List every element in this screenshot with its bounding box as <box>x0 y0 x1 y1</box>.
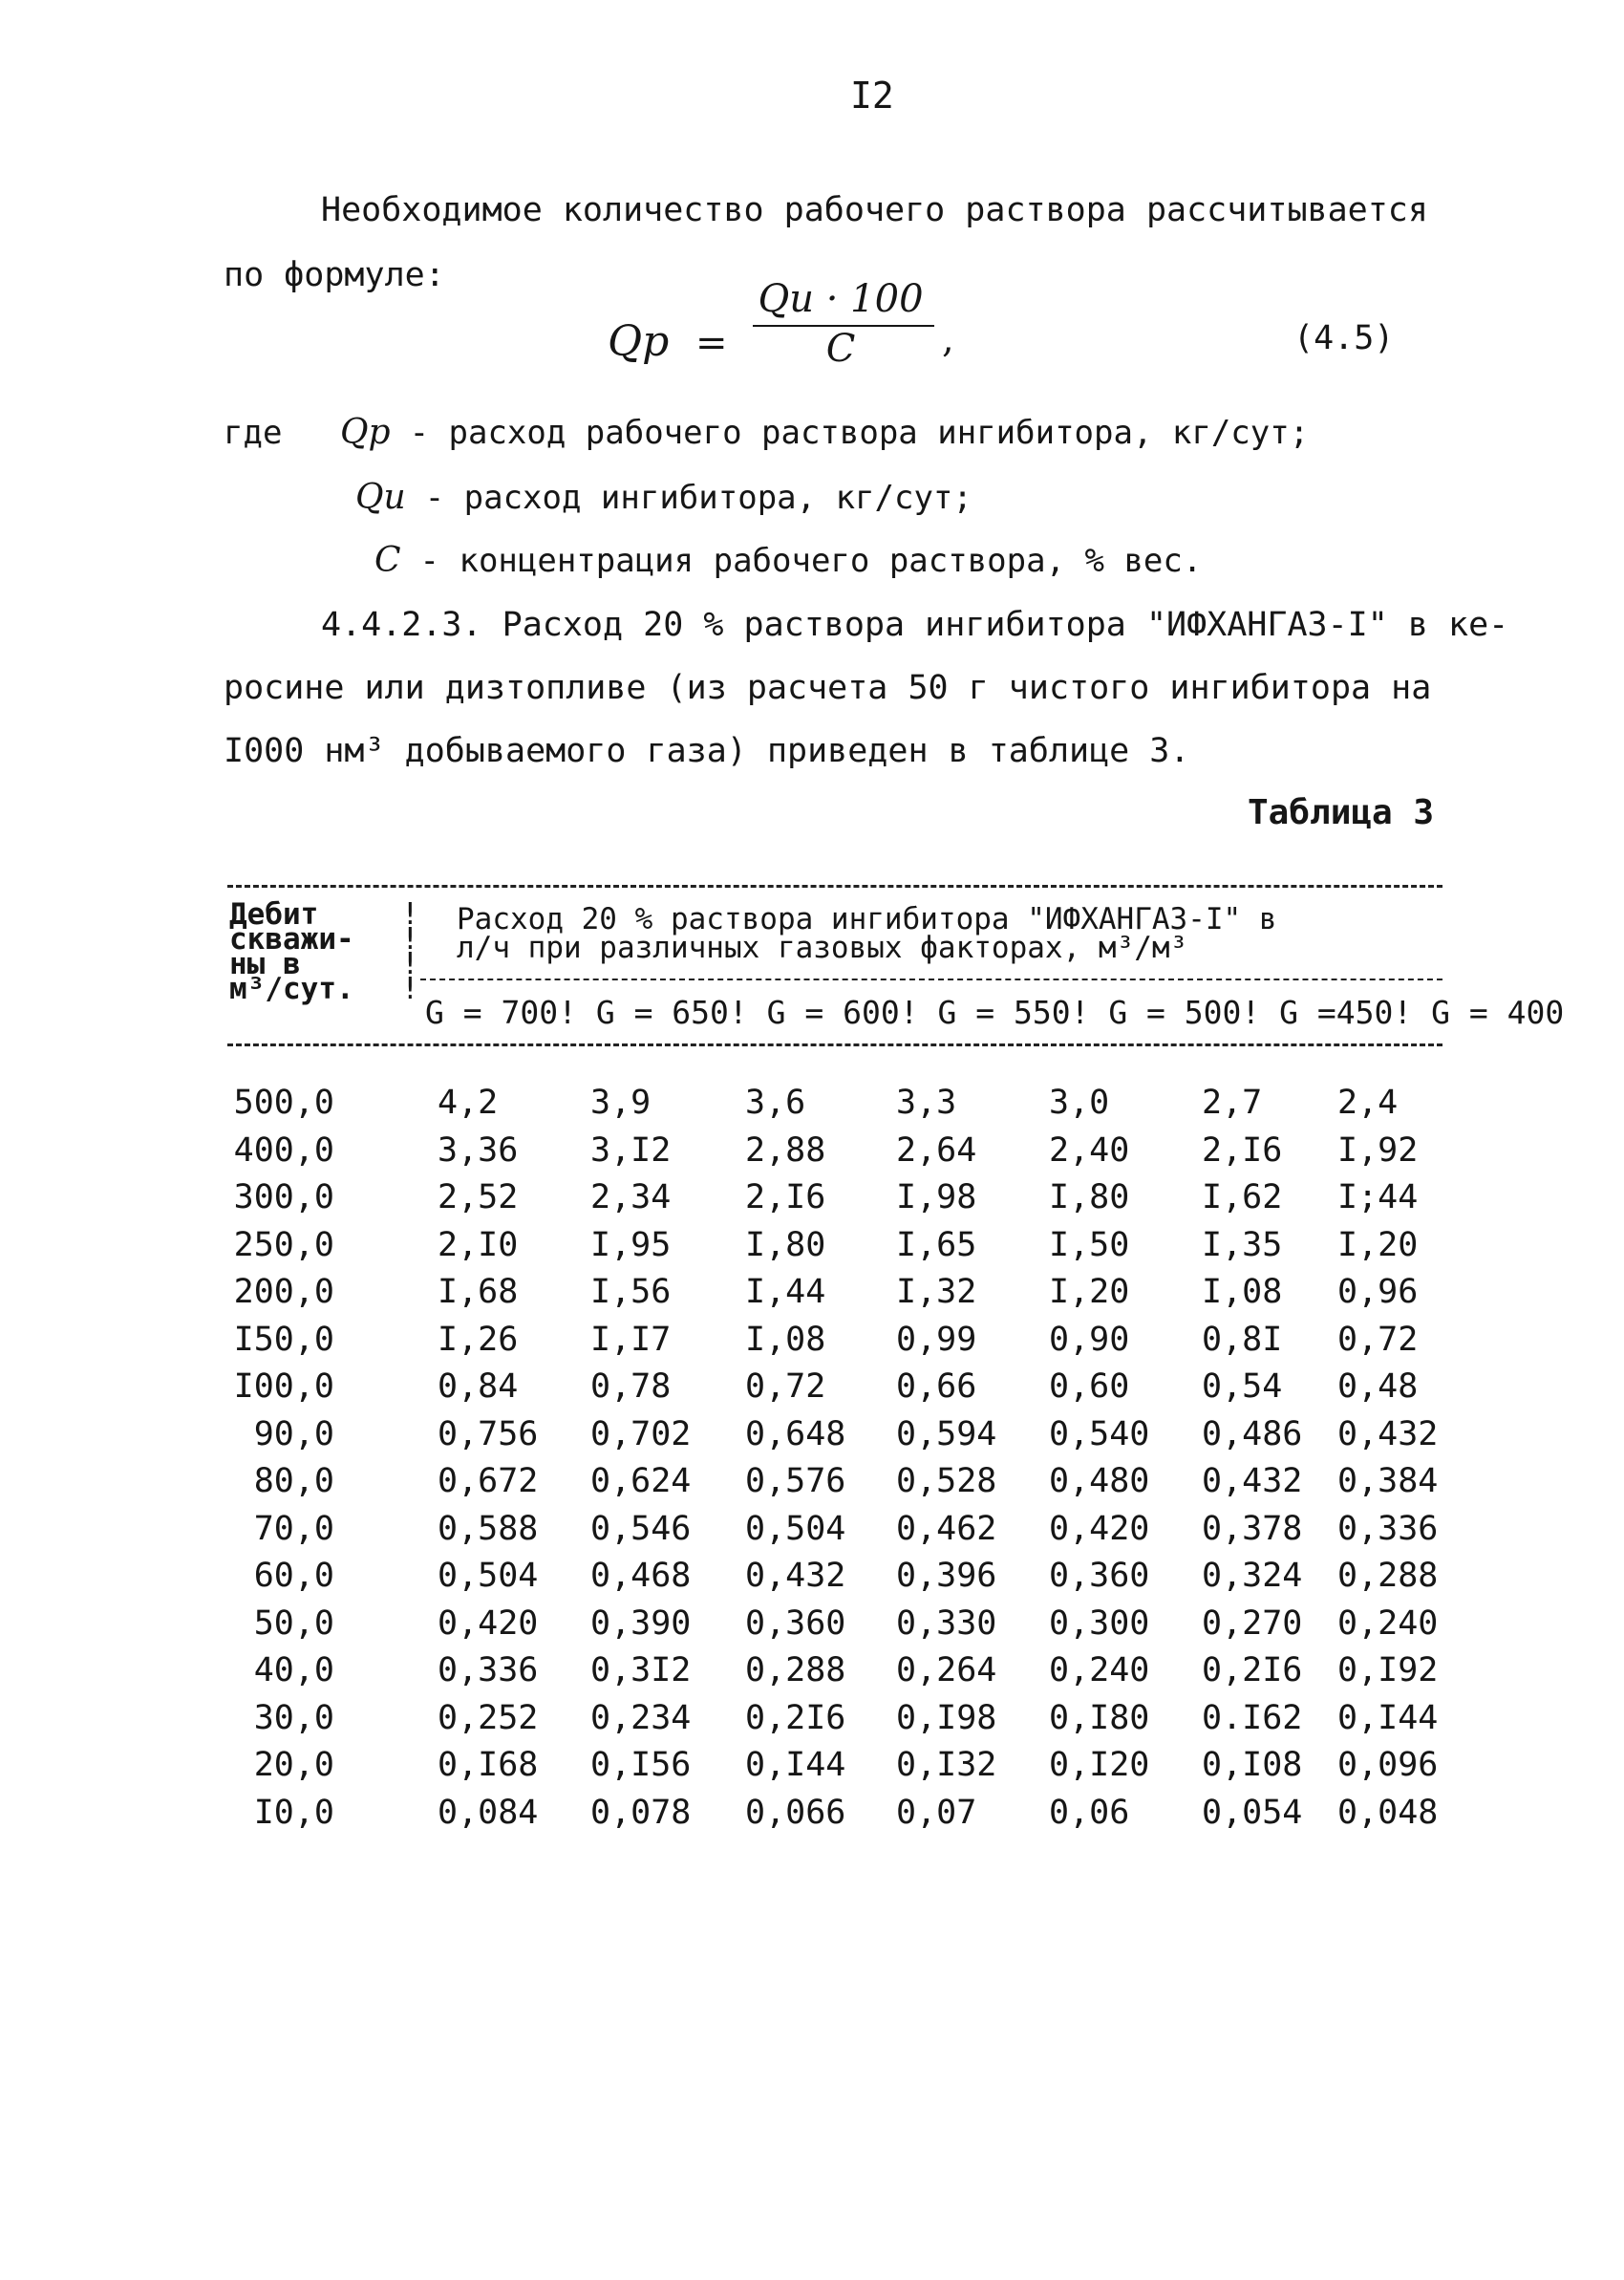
where-def-2: - расход ингибитора, кг/сут; <box>424 479 972 517</box>
table-cell-debit: 30,0 <box>253 1698 334 1737</box>
table-cell-value: 2,I6 <box>1202 1130 1283 1170</box>
table-cell-value: 0,I08 <box>1202 1746 1303 1784</box>
table-cell-value: 0,72 <box>1337 1320 1419 1359</box>
table-cell-value: 0,546 <box>590 1509 692 1548</box>
table-cell-value: 0,330 <box>896 1603 997 1643</box>
table-cell-value: I,08 <box>1202 1273 1283 1311</box>
table-cell-value: 0,336 <box>438 1651 539 1689</box>
table-cell-value: 2,I6 <box>745 1178 826 1216</box>
table-cell-value: I,20 <box>1337 1225 1419 1264</box>
table-cell-debit: 250,0 <box>233 1225 334 1264</box>
table-cell-value: I,56 <box>590 1273 672 1311</box>
table-cell-value: 0,I44 <box>1337 1698 1439 1737</box>
table-cell-debit: 90,0 <box>253 1414 334 1453</box>
table-cell-value: 0,486 <box>1202 1414 1303 1453</box>
paragraph-line-3: I000 нм³ добываемого газа) приведен в таблице 3. <box>224 732 1190 770</box>
paragraph-line-2: росине или дизтопливе (из расчета 50 г чистого ингибитора на <box>224 669 1432 707</box>
table-cell-debit: 300,0 <box>233 1178 334 1216</box>
intro-line-2: по формуле: <box>224 256 445 294</box>
formula-number: (4.5) <box>1293 319 1395 357</box>
table-cell-value: 0,432 <box>745 1557 846 1595</box>
table-cell-value: 0,702 <box>590 1414 692 1453</box>
header-separator: ! ! ! ! <box>401 897 419 1006</box>
table-cell-debit: 60,0 <box>253 1557 334 1595</box>
intro-line-1: Необходимое количество рабочего раствора рассчитывается <box>321 191 1428 229</box>
table-cell-value: 0,60 <box>1049 1367 1130 1406</box>
table-cell-value: 3,3 <box>896 1084 957 1122</box>
table-cell-value: 0,540 <box>1049 1414 1150 1453</box>
symbol-qp: Qр <box>340 413 391 452</box>
table-cell-debit: I0,0 <box>253 1793 334 1832</box>
gas-factor-row: G = 700! G = 650! G = 600! G = 550! G = 500! G =450! G = 400 <box>425 994 1565 1031</box>
formula-trailing-comma: , <box>942 317 954 361</box>
where-def-3: - концентрация рабочего раствора, % вес. <box>419 542 1203 580</box>
table-cell-value: 0,I68 <box>438 1746 539 1784</box>
table-cell-value: 0,432 <box>1202 1462 1303 1500</box>
header-inner-rule <box>420 979 1442 980</box>
table-cell-value: 0,3I2 <box>590 1651 692 1689</box>
table-cell-debit: 70,0 <box>253 1509 334 1548</box>
table-cell-value: 0,078 <box>590 1793 692 1832</box>
formula-lhs: Qр <box>608 317 670 366</box>
page-number: I2 <box>850 75 894 117</box>
where-row-1 <box>224 413 1309 452</box>
table-cell-value: 0,648 <box>745 1414 846 1453</box>
table-cell-debit: I00,0 <box>233 1367 334 1406</box>
formula-4-5 <box>592 277 994 382</box>
table-cell-value: I,I7 <box>590 1320 672 1359</box>
table-cell-value: I,35 <box>1202 1225 1283 1264</box>
table-cell-value: 0,084 <box>438 1793 539 1832</box>
table-cell-debit: 200,0 <box>233 1273 334 1311</box>
table-cell-value: 2,7 <box>1202 1084 1263 1122</box>
table-cell-value: 0,432 <box>1337 1414 1439 1453</box>
table-cell-value: I,95 <box>590 1225 672 1264</box>
formula-equals: = <box>695 321 728 365</box>
table-cell-value: 0,756 <box>438 1414 539 1453</box>
table-cell-value: I,50 <box>1049 1225 1130 1264</box>
table-cell-value: 0,240 <box>1049 1651 1150 1689</box>
table-cell-value: 0,594 <box>896 1414 997 1453</box>
table-cell-value: 3,I2 <box>590 1130 672 1170</box>
header-group-line-1: Расход 20 % раствора ингибитора "ИФХАНГАЗ-I" в <box>457 902 1277 936</box>
table-cell-value: 2,I0 <box>438 1225 519 1264</box>
table-cell-debit: 20,0 <box>253 1746 334 1784</box>
factor-700: G = 700 <box>425 994 559 1031</box>
table-cell-value: 0,2I6 <box>1202 1651 1303 1689</box>
table-cell-value: 0,I98 <box>896 1698 997 1737</box>
table-cell-value: 0,588 <box>438 1509 539 1548</box>
factor-500: G = 500 <box>1108 994 1242 1031</box>
table-cell-value: 0,I44 <box>745 1746 846 1784</box>
paragraph-line-1: 4.4.2.3. Расход 20 % раствора ингибитора "ИФХАНГАЗ-I" в ке- <box>321 606 1509 644</box>
factor-650: G = 650 <box>595 994 729 1031</box>
factor-550: G = 550 <box>937 994 1071 1031</box>
table-cell-value: 0,066 <box>745 1793 846 1832</box>
table-cell-value: I,62 <box>1202 1178 1283 1216</box>
table-cell-value: 0,I80 <box>1049 1698 1150 1737</box>
table-cell-value: 2,88 <box>745 1130 826 1170</box>
table-cell-value: 0,48 <box>1337 1367 1419 1406</box>
table-cell-value: I,80 <box>1049 1178 1130 1216</box>
table-cell-value: 3,0 <box>1049 1084 1110 1122</box>
table-cell-debit: 80,0 <box>253 1462 334 1500</box>
table-cell-value: 0,I92 <box>1337 1651 1439 1689</box>
table-cell-value: 0,288 <box>745 1651 846 1689</box>
table-cell-value: I,98 <box>896 1178 977 1216</box>
table-cell-value: 0,288 <box>1337 1557 1439 1595</box>
table-cell-value: 0,06 <box>1049 1793 1130 1832</box>
table-cell-value: 2,34 <box>590 1178 672 1216</box>
symbol-c: C <box>374 541 401 580</box>
table-cell-value: I,65 <box>896 1225 977 1264</box>
table-cell-value: 0,270 <box>1202 1603 1303 1643</box>
table-cell-value: 0,96 <box>1337 1273 1419 1311</box>
table-cell-value: 0,252 <box>438 1698 539 1737</box>
symbol-qi: Qи <box>355 478 406 517</box>
table-cell-value: 3,6 <box>745 1084 806 1122</box>
table-top-rule <box>227 885 1442 888</box>
table-cell-value: I,92 <box>1337 1130 1419 1170</box>
table-cell-value: 2,52 <box>438 1178 519 1216</box>
table-cell-value: 0,I20 <box>1049 1746 1150 1784</box>
table-cell-value: 0,048 <box>1337 1793 1439 1832</box>
table-cell-value: I,08 <box>745 1320 826 1359</box>
table-cell-value: 0,384 <box>1337 1462 1439 1500</box>
table-cell-value: 0,624 <box>590 1462 692 1500</box>
table-cell-value: 0,66 <box>896 1367 977 1406</box>
header-debit: Дебит скважи- ны в м³/сут. <box>229 897 354 1006</box>
table-cell-value: 2,40 <box>1049 1130 1130 1170</box>
table-cell-value: 0,264 <box>896 1651 997 1689</box>
table-cell-value: 0,672 <box>438 1462 539 1500</box>
table-cell-value: 0,360 <box>1049 1557 1150 1595</box>
header-bottom-rule <box>227 1043 1442 1046</box>
table-cell-value: 0,390 <box>590 1603 692 1643</box>
table-cell-value: I;44 <box>1337 1178 1419 1216</box>
table-cell-value: 0,07 <box>896 1793 977 1832</box>
table-cell-value: 0,336 <box>1337 1509 1439 1548</box>
table-cell-value: 2,64 <box>896 1130 977 1170</box>
table-cell-value: I,32 <box>896 1273 977 1311</box>
table-cell-value: I,80 <box>745 1225 826 1264</box>
table-cell-value: 0,378 <box>1202 1509 1303 1548</box>
table-cell-value: I,26 <box>438 1320 519 1359</box>
table-cell-value: 0,90 <box>1049 1320 1130 1359</box>
header-group-line-2: л/ч при различных газовых факторах, м³/м³ <box>457 931 1188 965</box>
table-cell-value: 0,420 <box>1049 1509 1150 1548</box>
table-cell-value: 0,462 <box>896 1509 997 1548</box>
table-cell-value: 0,78 <box>590 1367 672 1406</box>
table-cell-value: 0,54 <box>1202 1367 1283 1406</box>
table-cell-value: 3,9 <box>590 1084 652 1122</box>
table-cell-value: 0.I62 <box>1202 1698 1303 1737</box>
table-cell-value: 0,I32 <box>896 1746 997 1784</box>
formula-denominator: C <box>825 327 856 371</box>
table-cell-value: 0,324 <box>1202 1557 1303 1595</box>
table-cell-debit: 400,0 <box>233 1130 334 1170</box>
where-row-2 <box>355 478 972 517</box>
table-cell-value: 2,4 <box>1337 1084 1399 1122</box>
table-cell-value: I,44 <box>745 1273 826 1311</box>
table-cell-debit: I50,0 <box>233 1320 334 1359</box>
table-cell-value: 0,8I <box>1202 1320 1283 1359</box>
where-def-1: - расход рабочего раствора ингибитора, кг/сут; <box>409 414 1310 452</box>
table-cell-value: 0,504 <box>438 1557 539 1595</box>
table-cell-value: I,68 <box>438 1273 519 1311</box>
table-cell-value: 0,576 <box>745 1462 846 1500</box>
table-cell-value: 0,468 <box>590 1557 692 1595</box>
table-cell-debit: 500,0 <box>233 1084 334 1122</box>
table-cell-value: 0,504 <box>745 1509 846 1548</box>
factor-400: G = 400 <box>1431 994 1565 1031</box>
table-cell-value: 0,2I6 <box>745 1698 846 1737</box>
table-cell-debit: 40,0 <box>253 1651 334 1689</box>
where-word: где <box>224 414 283 452</box>
table-cell-value: 4,2 <box>438 1084 499 1122</box>
table-cell-value: 0,420 <box>438 1603 539 1643</box>
table-cell-value: 0,480 <box>1049 1462 1150 1500</box>
table-caption: Таблица 3 <box>1248 793 1435 832</box>
table-cell-value: 0,396 <box>896 1557 997 1595</box>
table-cell-debit: 50,0 <box>253 1603 334 1643</box>
factor-600: G = 600 <box>766 994 900 1031</box>
table-cell-value: 0,I56 <box>590 1746 692 1784</box>
table-cell-value: 0,84 <box>438 1367 519 1406</box>
where-row-3 <box>374 541 1202 580</box>
table-cell-value: 0,360 <box>745 1603 846 1643</box>
factor-450: G =450 <box>1279 994 1394 1031</box>
table-cell-value: 0,234 <box>590 1698 692 1737</box>
table-cell-value: 0,300 <box>1049 1603 1150 1643</box>
table-cell-value: 0,096 <box>1337 1746 1439 1784</box>
table-cell-value: 0,054 <box>1202 1793 1303 1832</box>
formula-numerator: Qи · 100 <box>758 277 924 321</box>
table-cell-value: 0,99 <box>896 1320 977 1359</box>
table-cell-value: I,20 <box>1049 1273 1130 1311</box>
table-cell-value: 0,72 <box>745 1367 826 1406</box>
table-cell-value: 0,528 <box>896 1462 997 1500</box>
table-cell-value: 0,240 <box>1337 1603 1439 1643</box>
table-cell-value: 3,36 <box>438 1130 519 1170</box>
